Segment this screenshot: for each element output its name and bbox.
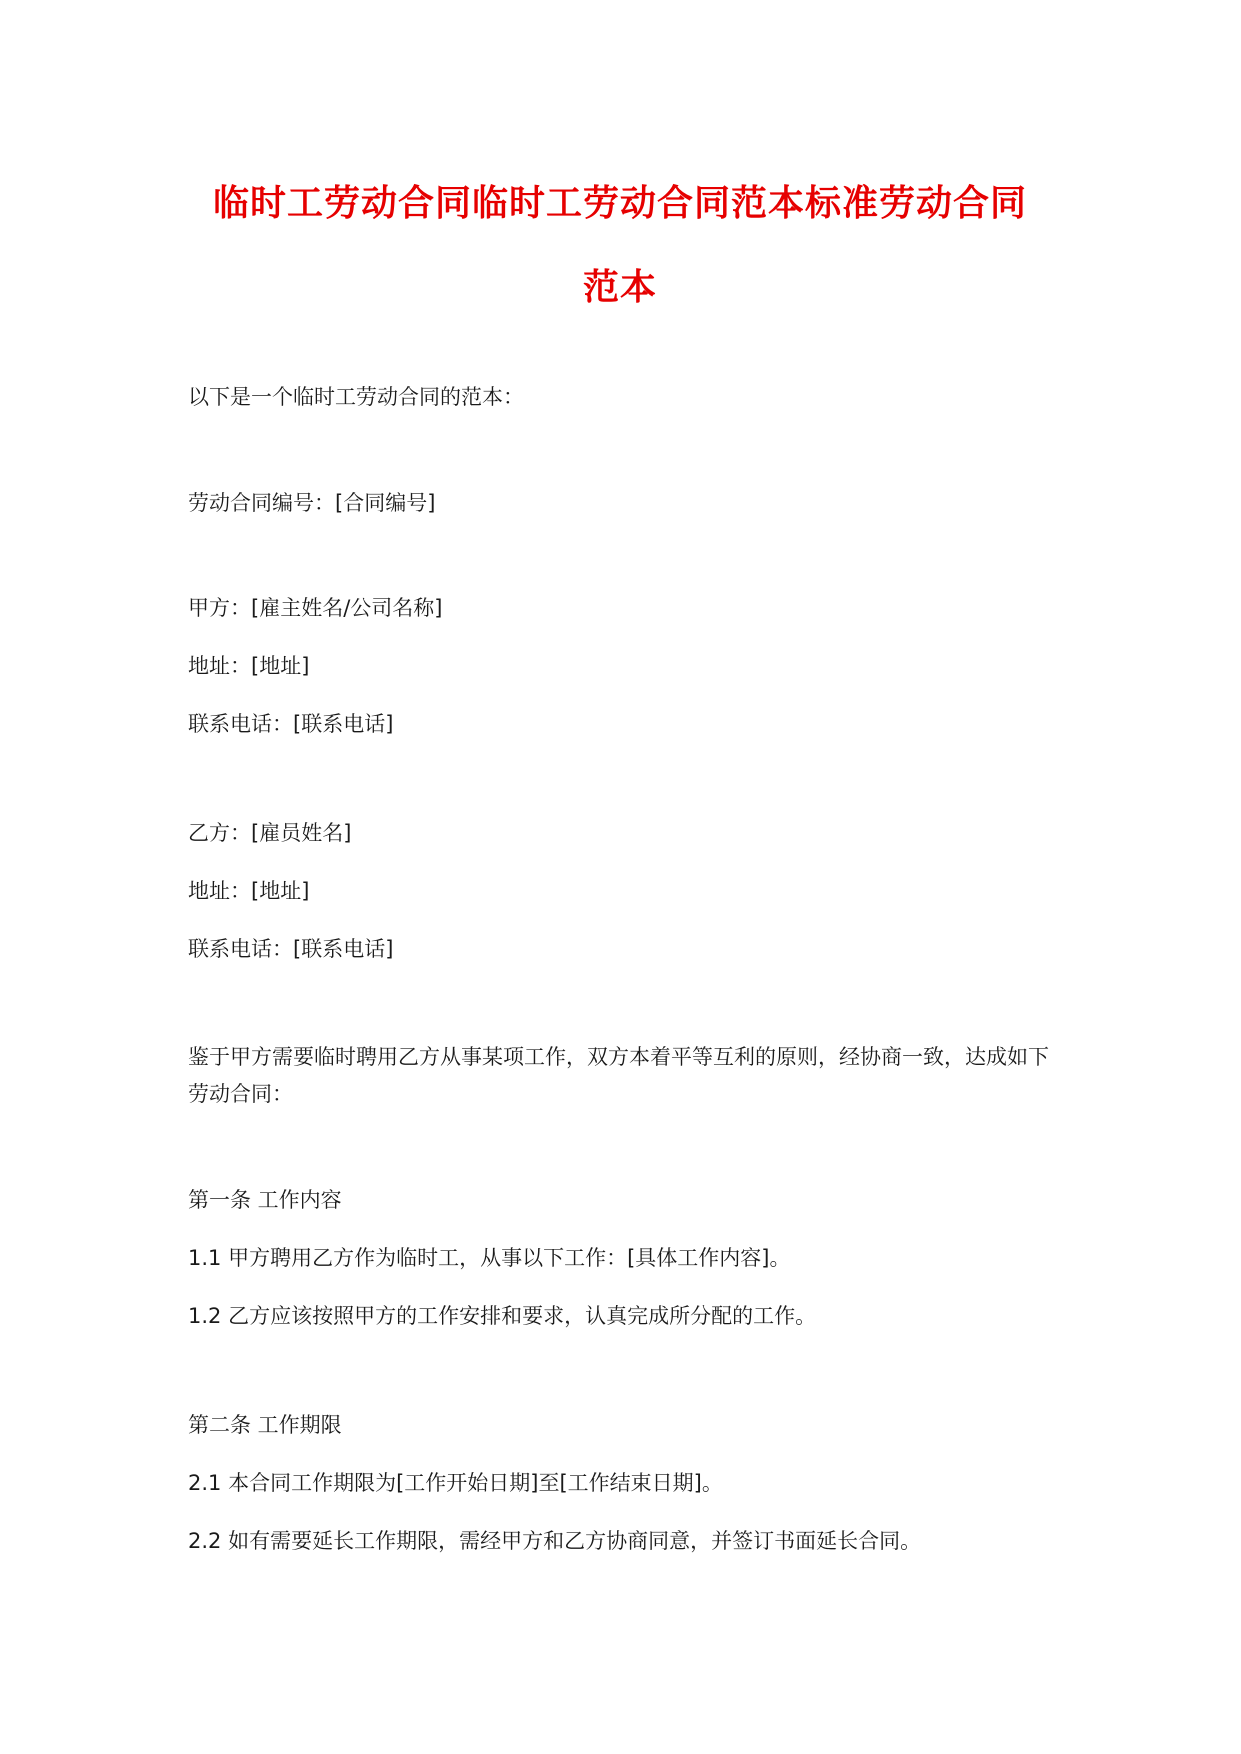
party-a-name: 甲方：[雇主姓名/公司名称] (188, 596, 443, 620)
article-2-clause-2: 2.2 如有需要延长工作期限，需经甲方和乙方协商同意，并签订书面延长合同。 (188, 1529, 922, 1553)
article-1-clause-2: 1.2 乙方应该按照甲方的工作安排和要求，认真完成所分配的工作。 (188, 1304, 817, 1328)
party-a-phone: 联系电话：[联系电话] (188, 712, 394, 736)
article-1-heading: 第一条 工作内容 (188, 1188, 342, 1212)
party-b-phone: 联系电话：[联系电话] (188, 937, 394, 961)
document-title-line-2: 范本 (582, 267, 657, 308)
article-2-clause-1: 2.1 本合同工作期限为[工作开始日期]至[工作结束日期]。 (188, 1471, 723, 1495)
party-b-name: 乙方：[雇员姓名] (188, 821, 352, 845)
article-1-clause-1: 1.1 甲方聘用乙方作为临时工，从事以下工作：[具体工作内容]。 (188, 1246, 791, 1270)
preamble-paragraph: 鉴于甲方需要临时聘用乙方从事某项工作，双方本着平等互利的原则，经协商一致，达成如下劳动合同： (188, 1045, 1049, 1106)
intro-paragraph: 以下是一个临时工劳动合同的范本： (188, 385, 524, 409)
party-b-address: 地址：[地址] (188, 879, 310, 903)
article-2-heading: 第二条 工作期限 (188, 1413, 342, 1437)
contract-number-line: 劳动合同编号：[合同编号] (188, 491, 436, 515)
party-a-address: 地址：[地址] (188, 654, 310, 678)
document-title-line-1: 临时工劳动合同临时工劳动合同范本标准劳动合同 (212, 183, 1027, 224)
